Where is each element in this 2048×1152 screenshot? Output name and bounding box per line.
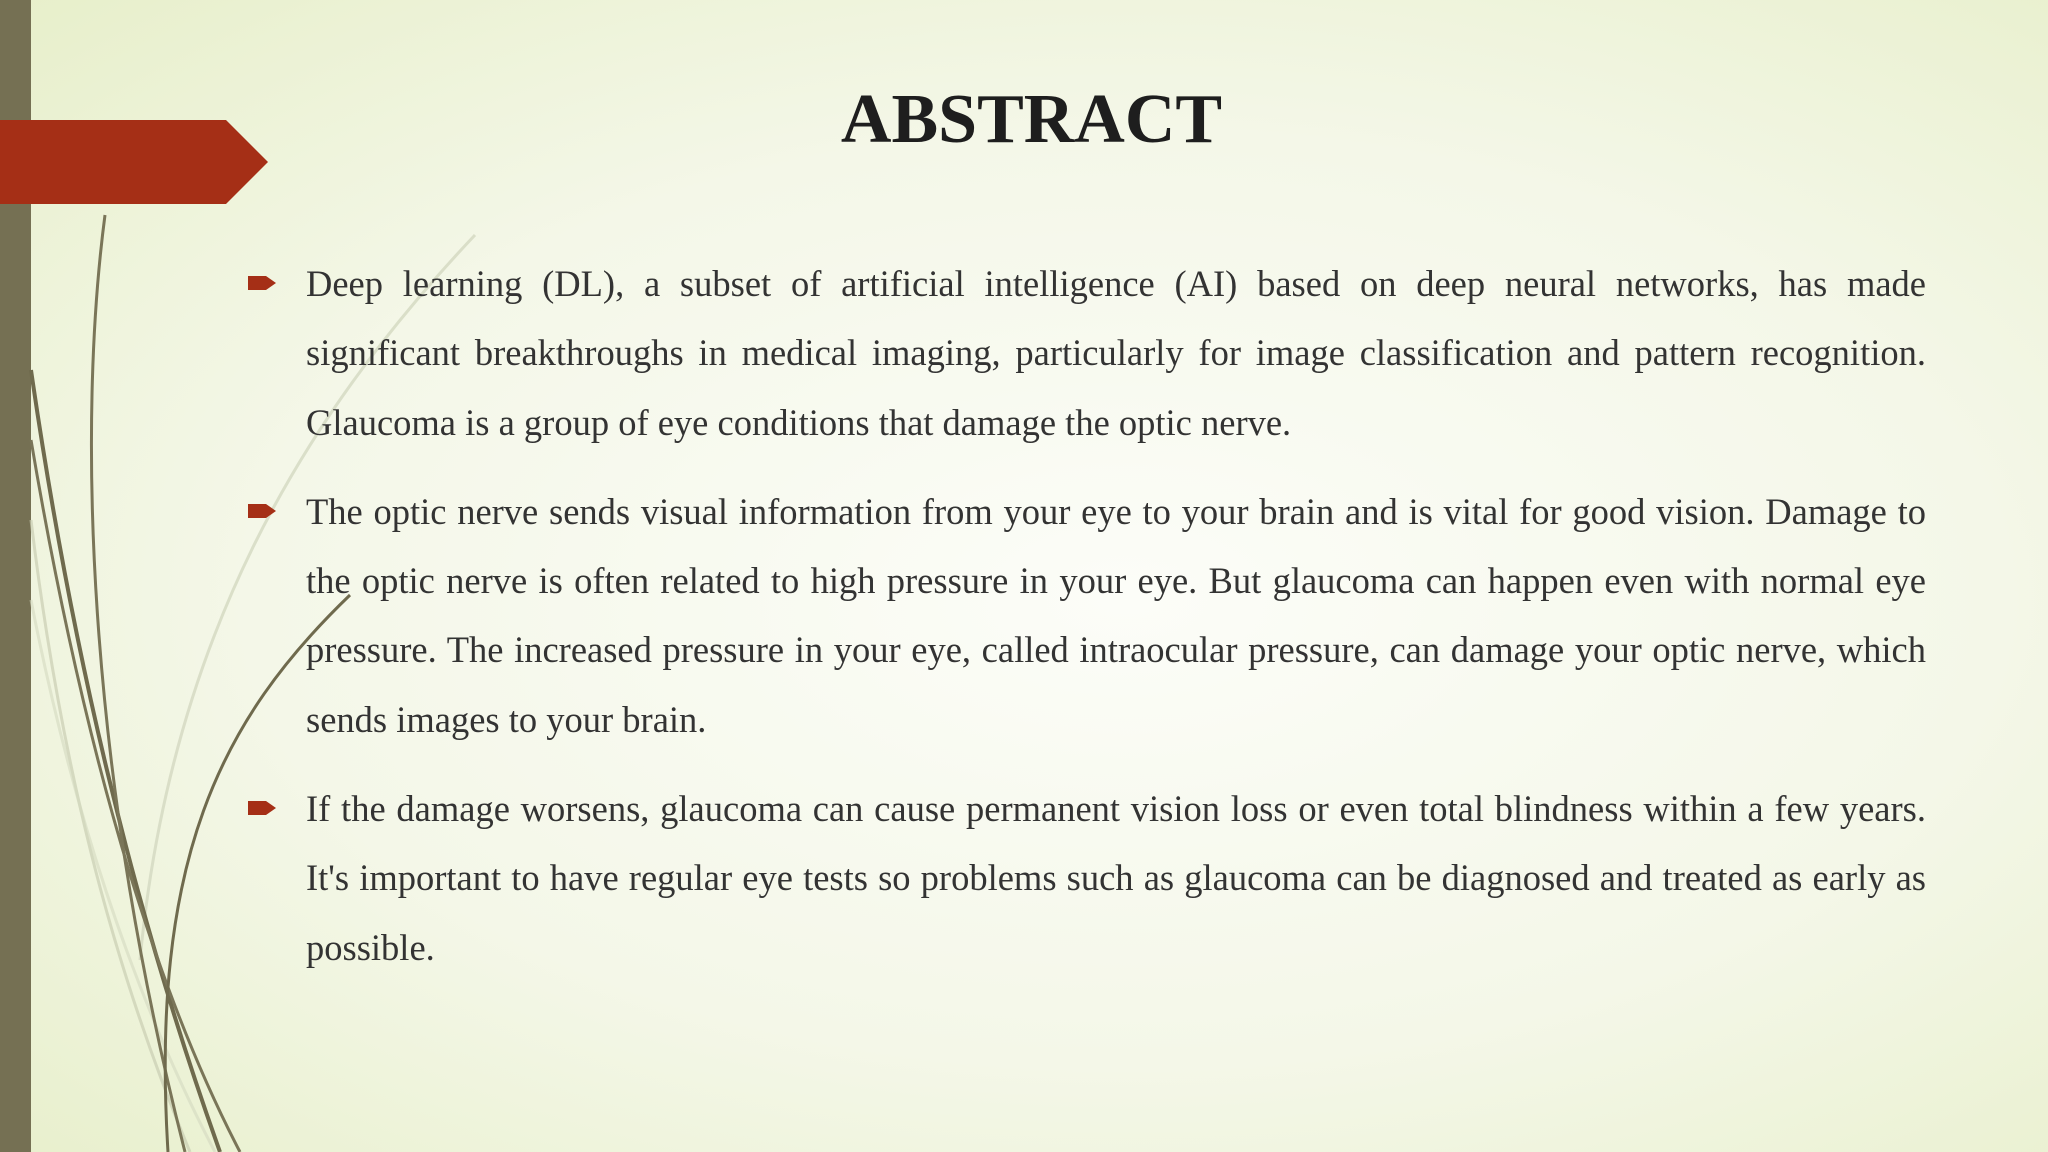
bullet-item xyxy=(306,774,1926,982)
left-sidebar-bar xyxy=(0,0,31,1152)
bullet-item xyxy=(306,477,1926,754)
arrow-bullet-icon xyxy=(248,273,278,293)
arrow-bullet-icon xyxy=(248,501,278,521)
arrow-bullet-icon xyxy=(248,798,278,818)
bullet-list xyxy=(306,249,1926,1002)
bullet-text: Deep learning (DL), a subset of artificial intelligence (AI) based on deep neural networks, has made significant breakthroughs in medical imaging, particularly for image classification and pattern recognition. Glaucoma is a group of eye conditions that damage the optic nerve. xyxy=(306,263,1926,443)
bullet-item xyxy=(306,249,1926,457)
slide-title: ABSTRACT xyxy=(840,81,1223,158)
bullet-text: If the damage worsens, glaucoma can cause permanent vision loss or even total blindness within a few years. It's important to have regular eye tests so problems such as glaucoma can be diagnosed and treated as early as possible. xyxy=(306,788,1926,968)
bullet-text: The optic nerve sends visual information from your eye to your brain and is vital for good vision. Damage to the optic nerve is often related to high pressure in your eye. But glaucoma can happen even with normal eye pressure. The increased pressure in your eye, called intraocular pressure, can damage your optic nerve, which sends images to your brain. xyxy=(306,490,1926,740)
